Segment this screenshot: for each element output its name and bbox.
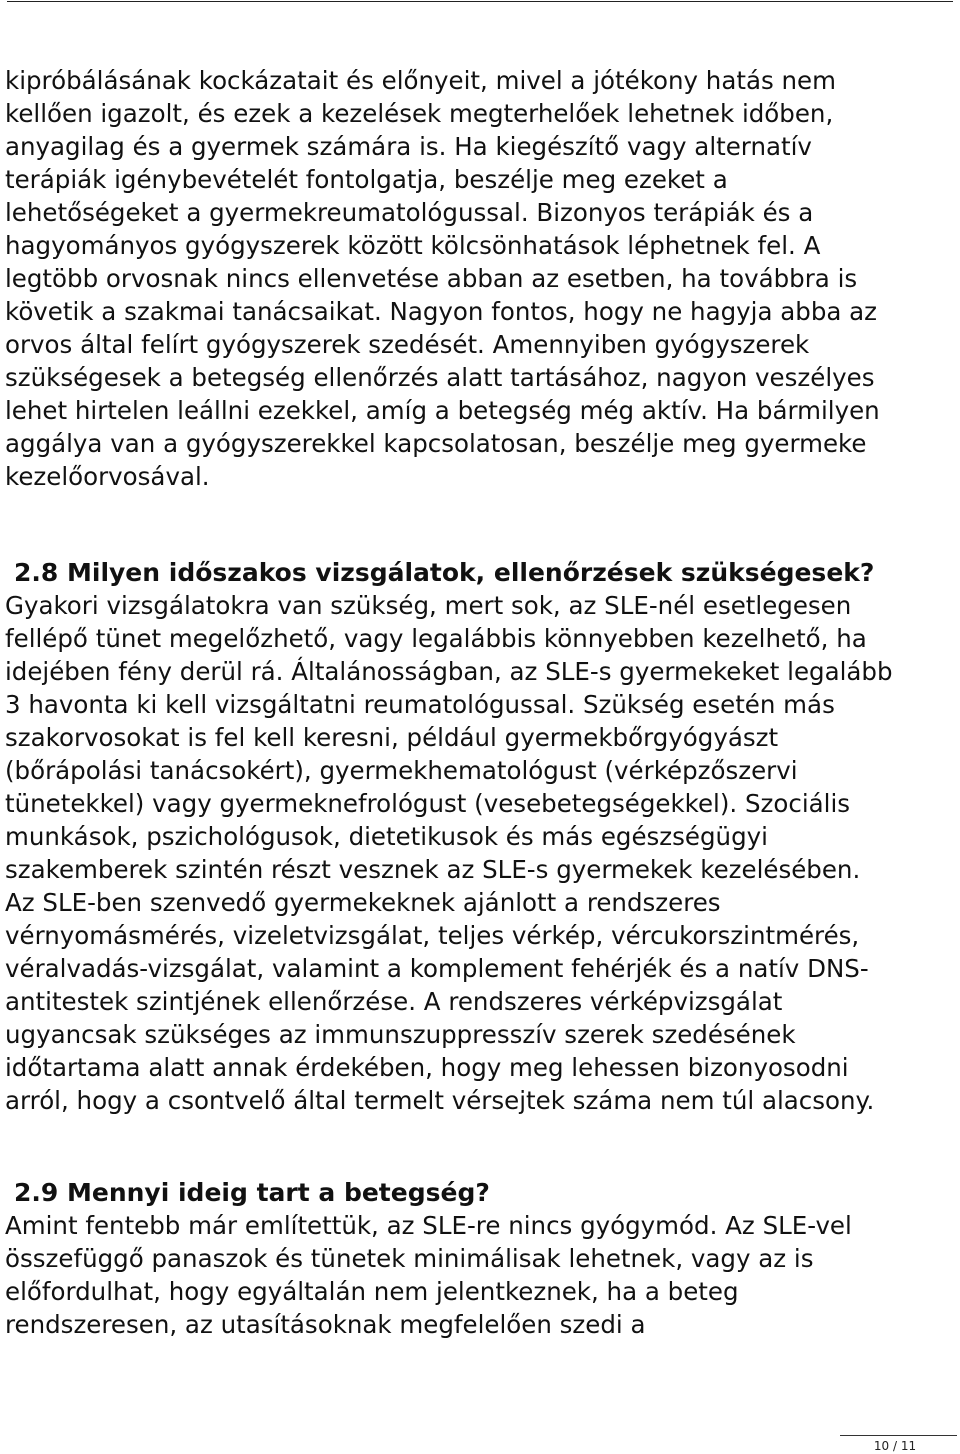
text-line: aggálya van a gyógyszerekkel kapcsolatosan, beszélje meg gyermeke [5, 429, 867, 458]
text-line: szakemberek szintén részt vesznek az SLE-s gyermekek kezelésében. [5, 855, 861, 884]
text-line: lehetőségeket a gyermekreumatológussal. Bizonyos terápiák és a [5, 198, 814, 227]
text-line: kezelőorvosával. [5, 462, 210, 491]
top-rule [7, 1, 953, 2]
text-line: tünetekkel) vagy gyermeknefrológust (vesebetegségekkel). Szociális [5, 789, 851, 818]
text-line: anyagilag és a gyermek számára is. Ha kiegészítő vagy alternatív [5, 132, 812, 161]
text-line: idejében fény derül rá. Általánosságban, az SLE-s gyermekeket legalább [5, 657, 893, 686]
text-line: Gyakori vizsgálatokra van szükség, mert sok, az SLE-nél esetlegesen [5, 591, 852, 620]
text-line: véralvadás-vizsgálat, valamint a komplement fehérjék és a natív DNS- [5, 954, 869, 983]
text-line: előfordulhat, hogy egyáltalán nem jelentkeznek, ha a beteg [5, 1277, 739, 1306]
text-line: rendszeresen, az utasításoknak megfelelően szedi a [5, 1310, 646, 1339]
text-line: kellően igazolt, és ezek a kezelések megterhelőek lehetnek időben, [5, 99, 834, 128]
text-line: Az SLE-ben szenvedő gyermekeknek ajánlott a rendszeres [5, 888, 721, 917]
text-line: kipróbálásának kockázatait és előnyeit, mivel a jótékony hatás nem [5, 66, 836, 95]
text-line: szükségesek a betegség ellenőrzés alatt tartásához, nagyon veszélyes [5, 363, 875, 392]
text-line: hagyományos gyógyszerek között kölcsönhatások léphetnek fel. A [5, 231, 821, 260]
text-line: 3 havonta ki kell vizsgáltatni reumatológussal. Szükség esetén más [5, 690, 835, 719]
text-line: követik a szakmai tanácsaikat. Nagyon fontos, hogy ne hagyja abba az [5, 297, 878, 326]
section-heading: 2.8 Milyen időszakos vizsgálatok, ellenőrzések szükségesek? [14, 558, 875, 587]
footer-rule [840, 1435, 957, 1436]
text-line: terápiák igénybevételét fontolgatja, beszélje meg ezeket a [5, 165, 728, 194]
text-line: ugyancsak szükséges az immunszuppresszív szerek szedésének [5, 1020, 796, 1049]
text-line: Amint fentebb már említettük, az SLE-re nincs gyógymód. Az SLE-vel [5, 1211, 852, 1240]
page-number: 10 / 11 [873, 1439, 917, 1453]
text-line: lehet hirtelen leállni ezekkel, amíg a betegség még aktív. Ha bármilyen [5, 396, 880, 425]
text-line: munkások, pszichológusok, dietetikusok és más egészségügyi [5, 822, 768, 851]
text-line: összefüggő panaszok és tünetek minimálisak lehetnek, vagy az is [5, 1244, 814, 1273]
text-line: vérnyomásmérés, vizeletvizsgálat, teljes vérkép, vércukorszintmérés, [5, 921, 860, 950]
text-line: fellépő tünet megelőzhető, vagy legalábbis könnyebben kezelhető, ha [5, 624, 867, 653]
text-line: (bőrápolási tanácsokért), gyermekhematológust (vérképzőszervi [5, 756, 798, 785]
text-line: antitestek szintjének ellenőrzése. A rendszeres vérképvizsgálat [5, 987, 783, 1016]
text-line: legtöbb orvosnak nincs ellenvetése abban az esetben, ha továbbra is [5, 264, 858, 293]
text-line: orvos által felírt gyógyszerek szedését. Amennyiben gyógyszerek [5, 330, 810, 359]
text-line: időtartama alatt annak érdekében, hogy meg lehessen bizonyosodni [5, 1053, 849, 1082]
section-heading: 2.9 Mennyi ideig tart a betegség? [14, 1178, 490, 1207]
text-line: szakorvosokat is fel kell keresni, például gyermekbőrgyógyászt [5, 723, 779, 752]
text-line: arról, hogy a csontvelő által termelt vérsejtek száma nem túl alacsony. [5, 1086, 875, 1115]
